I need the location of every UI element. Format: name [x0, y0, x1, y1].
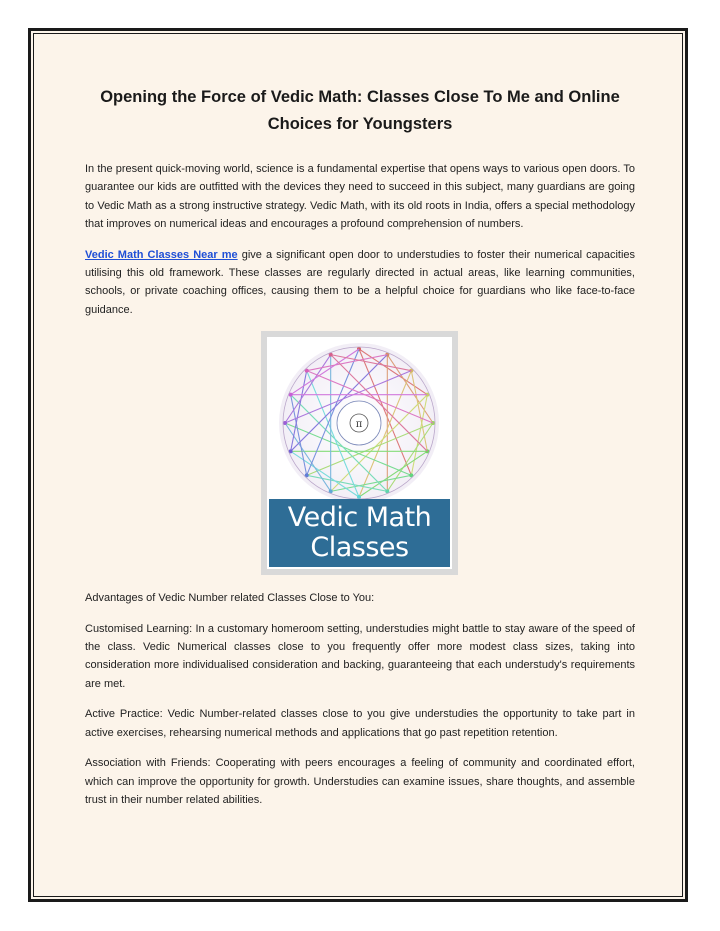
- active-practice-paragraph: Active Practice: Vedic Number-related classes close to you give understudies the opportunity to take part in active exercises, rehearsing numerical methods and applications that go past repetition retention.: [85, 708, 635, 739]
- classes-near-me-text: give a significant open door to understudies to foster their numerical capacities utilising this old framework. These classes are regularly directed in actual areas, like learning communities, schools, or private coaching offices, causing them to be a helpful choice for guardians who like face-to-face guidance.: [85, 248, 636, 316]
- document-content: [85, 84, 635, 821]
- image-canvas: [267, 337, 452, 569]
- banner-line-1: Vedic Math: [287, 502, 432, 534]
- image-banner: [269, 499, 450, 567]
- customised-learning-paragraph: Customised Learning: In a customary homeroom setting, understudies might battle to stay aware of the speed of the class. Vedic Numerical classes close to you frequently offer more modest class sizes, taking into consideration more individualised consideration and backing, guaranteeing that each understudy's requirements are met.: [85, 622, 635, 690]
- vedic-math-classes-link[interactable]: Vedic Math Classes Near me: [85, 248, 238, 261]
- advantages-heading: Advantages of Vedic Number related Classes Close to You:: [85, 592, 375, 605]
- classes-near-me-paragraph: [85, 246, 635, 320]
- title-line-1: Opening the Force of Vedic Math: Classes Close To Me and Online: [100, 88, 620, 106]
- pi-symbol: π: [355, 419, 363, 431]
- title-line-2: Choices for Youngsters: [267, 115, 453, 133]
- document-title: [85, 84, 635, 138]
- intro-paragraph: In the present quick-moving world, science is a fundamental expertise that opens ways to various open doors. To guarantee our kids are outfitted with the devices they need to succeed in this subject, many guardians are going to Vedic Math as a strong instructive strategy. Vedic Math, with its old roots in India, offers a special methodology that improves on numerical ideas and encourages a profound comprehension of numbers.: [85, 163, 635, 231]
- vedic-math-classes-image: [261, 331, 458, 575]
- mandala-dot: [283, 421, 287, 425]
- banner-line-2: Classes: [310, 532, 409, 564]
- mandala-graphic: [271, 339, 448, 509]
- association-paragraph: Association with Friends: Cooperating with peers encourages a feeling of community and coordinated effort, which can improve the opportunity for growth. Understudies can examine issues, share thoughts, and assemble trust in their number related abilities.: [85, 757, 635, 806]
